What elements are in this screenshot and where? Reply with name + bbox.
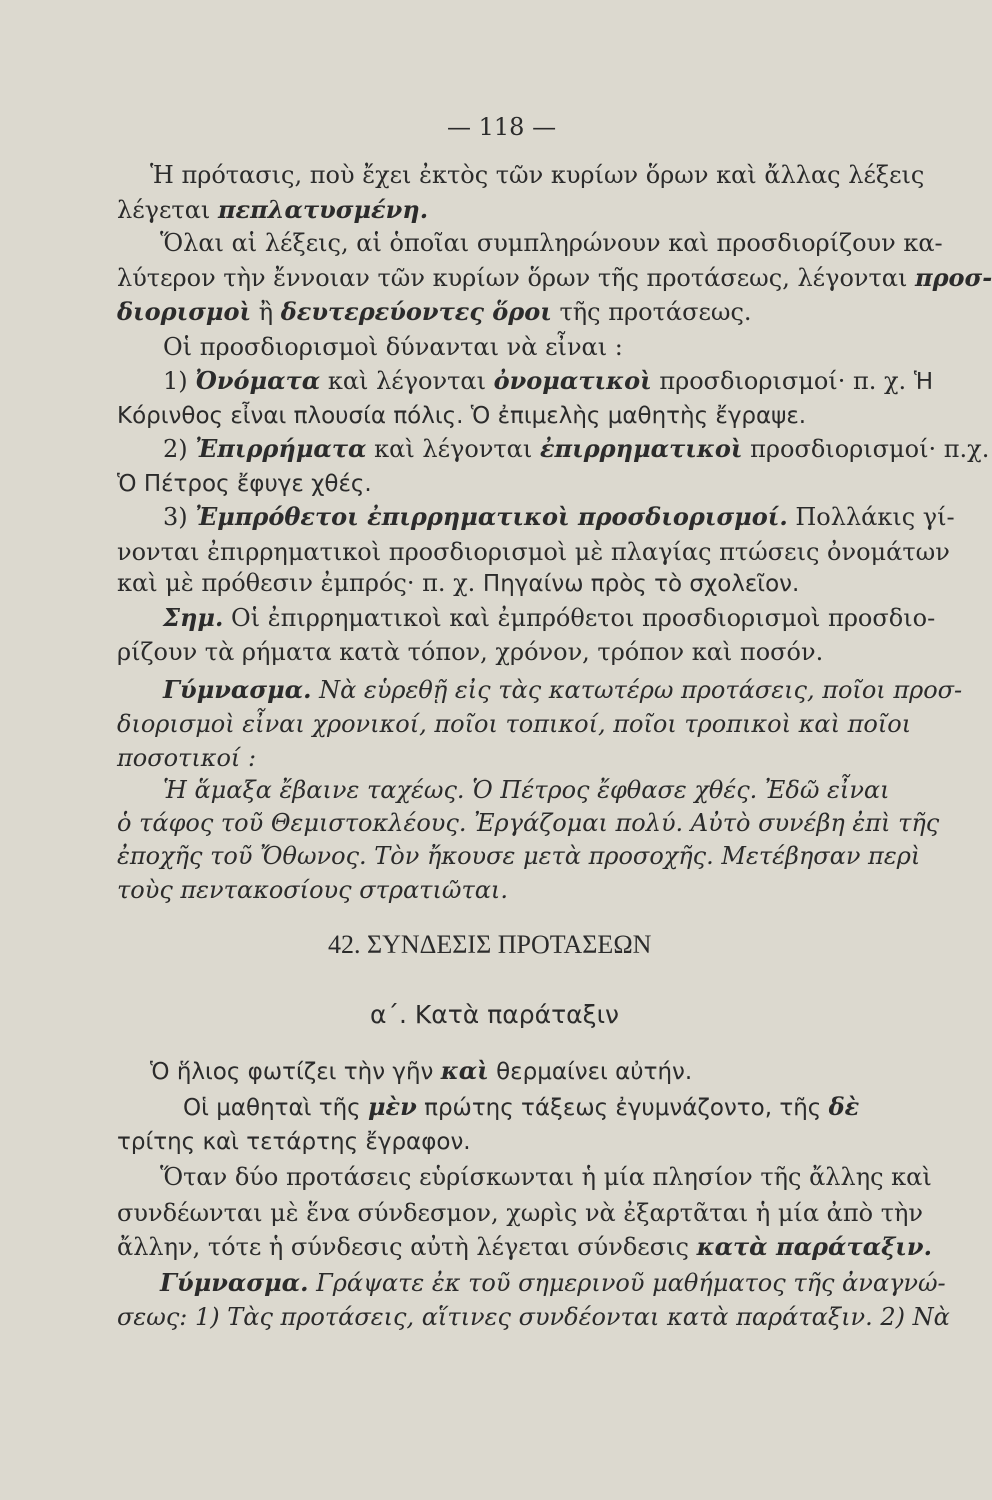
body-line <box>163 775 890 805</box>
text-run: ὀνοματικοὶ <box>493 366 652 395</box>
text-run: πρώτης τάξεως ἐγυμνάζοντο, τῆς <box>416 1095 829 1121</box>
text-run: Κόρινθος εἶναι πλουσία πόλις. Ὁ ἐπιμελὴς μαθητὴς ἔγραψε. <box>117 403 807 429</box>
text-run: Ἡ πρότασις, ποὺ ἔχει ἐκτὸς τῶν κυρίων ὅρων καὶ ἄλλας λέξεις <box>150 161 925 189</box>
text-run: ἄλλην, τότε ἡ σύνδεσις αὐτὴ λέγεται σύνδεσις <box>117 1233 697 1261</box>
text-run: ρίζουν τὰ ρήματα κατὰ τόπον, χρόνον, τρόπον καὶ ποσόν. <box>117 638 824 666</box>
text-run: Ὁ ἥλιος φωτίζει τὴν γῆν <box>150 1059 441 1085</box>
text-run: θερμαίνει αὐτήν. <box>488 1059 693 1085</box>
page-number: — 118 — <box>447 113 557 141</box>
text-run: Οἱ μαθηταὶ τῆς <box>183 1095 368 1121</box>
text-run: Ὁ Πέτρος ἔφυγε χθές. <box>117 471 372 497</box>
text-run: Πολλάκις γί- <box>787 503 955 531</box>
body-line <box>117 637 823 667</box>
body-line <box>117 743 256 773</box>
text-run: προσδιορισμοί· π.χ. <box>742 435 990 463</box>
text-run: Οἱ ἐπιρρηματικοὶ καὶ ἐμπρόθετοι προσδιορισμοὶ προσδιο- <box>223 604 936 632</box>
body-line <box>163 332 623 362</box>
text-run: Νὰ εὑρεθῇ εἰς τὰς κατωτέρω προτάσεις, ποῖοι προσ- <box>311 676 963 704</box>
text-run: ἐποχῆς τοῦ Ὄθωνος. Τὸν ἤκουσε μετὰ προσοχῆς. Μετέβησαν περὶ <box>117 842 921 870</box>
text-run: λύτερον τὴν ἔννοιαν τῶν κυρίων ὅρων τῆς προτάσεως, λέγονται <box>117 264 915 292</box>
text-run: Γύμνασμα. <box>163 675 312 704</box>
text-run: Γύμνασμα. <box>160 1268 309 1297</box>
body-line <box>163 434 989 464</box>
text-run: τῆς προτάσεως. <box>551 298 752 326</box>
text-run: Σημ. <box>163 603 224 632</box>
body2-line <box>183 1092 859 1123</box>
body-line <box>150 160 924 190</box>
text-run: καὶ <box>440 1056 489 1085</box>
body-line <box>163 675 962 705</box>
text-run: συνδέωνται μὲ ἕνα σύνδεσμον, χωρὶς νὰ ἐξαρτᾶται ἡ μία ἀπὸ τὴν <box>117 1199 923 1227</box>
subheading: α΄. Κατὰ παράταξιν <box>370 1000 619 1029</box>
text-run: Οἱ προσδιορισμοὶ δύνανται νὰ εἶναι : <box>163 333 623 361</box>
text-run: πεπλατυσμένη. <box>217 195 429 224</box>
text-run: Ὅλαι αἱ λέξεις, αἱ ὁποῖαι συμπληρώνουν καὶ προσδιορίζουν κα- <box>160 229 943 257</box>
body2-line <box>160 1162 932 1192</box>
text-run: διορισμοὶ εἶναι χρονικοί, ποῖοι τοπικοί, ποῖοι τροπικοὶ καὶ ποῖοι <box>117 710 912 738</box>
text-run: Ὅταν δύο προτάσεις εὑρίσκωνται ἡ μία πλησίον τῆς ἄλλης καὶ <box>160 1163 932 1191</box>
text-run: Ὀνόματα <box>195 366 321 395</box>
text-run: προσδιορισμοί· π. χ. <box>651 367 914 395</box>
body-line <box>117 808 939 838</box>
text-run: 2) <box>163 435 196 463</box>
body-line <box>117 537 950 567</box>
text-run: ὁ τάφος τοῦ Θεμιστοκλέους. Ἐργάζομαι πολύ. Αὐτὸ συνέβη ἐπὶ τῆς <box>117 809 940 837</box>
text-run: Ἐμπρόθετοι ἐπιρρηματικοὶ προσδιορισμοί. <box>195 502 788 531</box>
text-run: τρίτης καὶ τετάρτης ἔγραφον. <box>117 1129 471 1155</box>
body-line <box>163 502 955 532</box>
text-run: Ἐπιρρήματα <box>195 434 367 463</box>
body-line <box>160 228 943 258</box>
body-line <box>117 297 752 327</box>
text-run: 1) <box>163 367 196 395</box>
text-run: καὶ λέγονται <box>320 367 494 395</box>
text-run: Πηγαίνω πρὸς τὸ σχολεῖον. <box>482 571 800 597</box>
text-run: προσ- <box>915 263 992 292</box>
body2-line <box>160 1268 946 1298</box>
body2-line <box>117 1198 923 1228</box>
text-run: τοὺς πεντακοσίους στρατιῶται. <box>117 876 508 904</box>
text-run: Γράψατε ἐκ τοῦ σημερινοῦ μαθήματος τῆς ἀναγνώ- <box>308 1269 946 1297</box>
body-line <box>117 568 799 599</box>
text-run: ἐπιρρηματικοὶ <box>539 434 743 463</box>
text-run: κατὰ παράταξιν. <box>696 1232 932 1261</box>
body-line <box>163 366 933 397</box>
text-run: σεως: 1) Τὰς προτάσεις, αἵτινες συνδέονται κατὰ παράταξιν. 2) Νὰ <box>117 1303 950 1331</box>
body-line <box>117 468 372 499</box>
text-run: διορισμοὶ <box>117 297 252 326</box>
text-run: Ἡ <box>913 369 934 395</box>
body-line <box>117 841 920 871</box>
body-line <box>117 709 911 739</box>
body-line <box>117 195 428 225</box>
body-line <box>163 603 935 633</box>
text-run: λέγεται <box>117 196 218 224</box>
text-run: καὶ μὲ πρόθεσιν ἐμπρός· π. χ. <box>117 569 483 597</box>
body-line <box>117 875 508 905</box>
body-line <box>117 400 806 431</box>
body2-line <box>117 1232 932 1262</box>
body-line <box>117 263 992 293</box>
body2-line <box>117 1302 950 1332</box>
text-run: νονται ἐπιρρηματικοὶ προσδιορισμοὶ μὲ πλαγίας πτώσεις ὀνομάτων <box>117 538 950 566</box>
text-run: δὲ <box>828 1092 860 1121</box>
text-run: Ἡ ἅμαξα ἔβαινε ταχέως. Ὁ Πέτρος ἔφθασε χθές. Ἐδῶ εἶναι <box>163 776 890 804</box>
text-run: καὶ λέγονται <box>366 435 540 463</box>
section-heading: 42. ΣΥΝΔΕΣΙΣ ΠΡΟΤΑΣΕΩΝ <box>328 930 652 959</box>
text-run: ἢ <box>251 298 281 326</box>
body2-line <box>117 1126 471 1157</box>
text-run: μὲν <box>367 1092 417 1121</box>
text-run: δευτερεύοντες ὅροι <box>280 297 552 326</box>
text-run: 3) <box>163 503 196 531</box>
body2-line <box>150 1056 692 1087</box>
text-run: ποσοτικοί : <box>117 744 257 772</box>
